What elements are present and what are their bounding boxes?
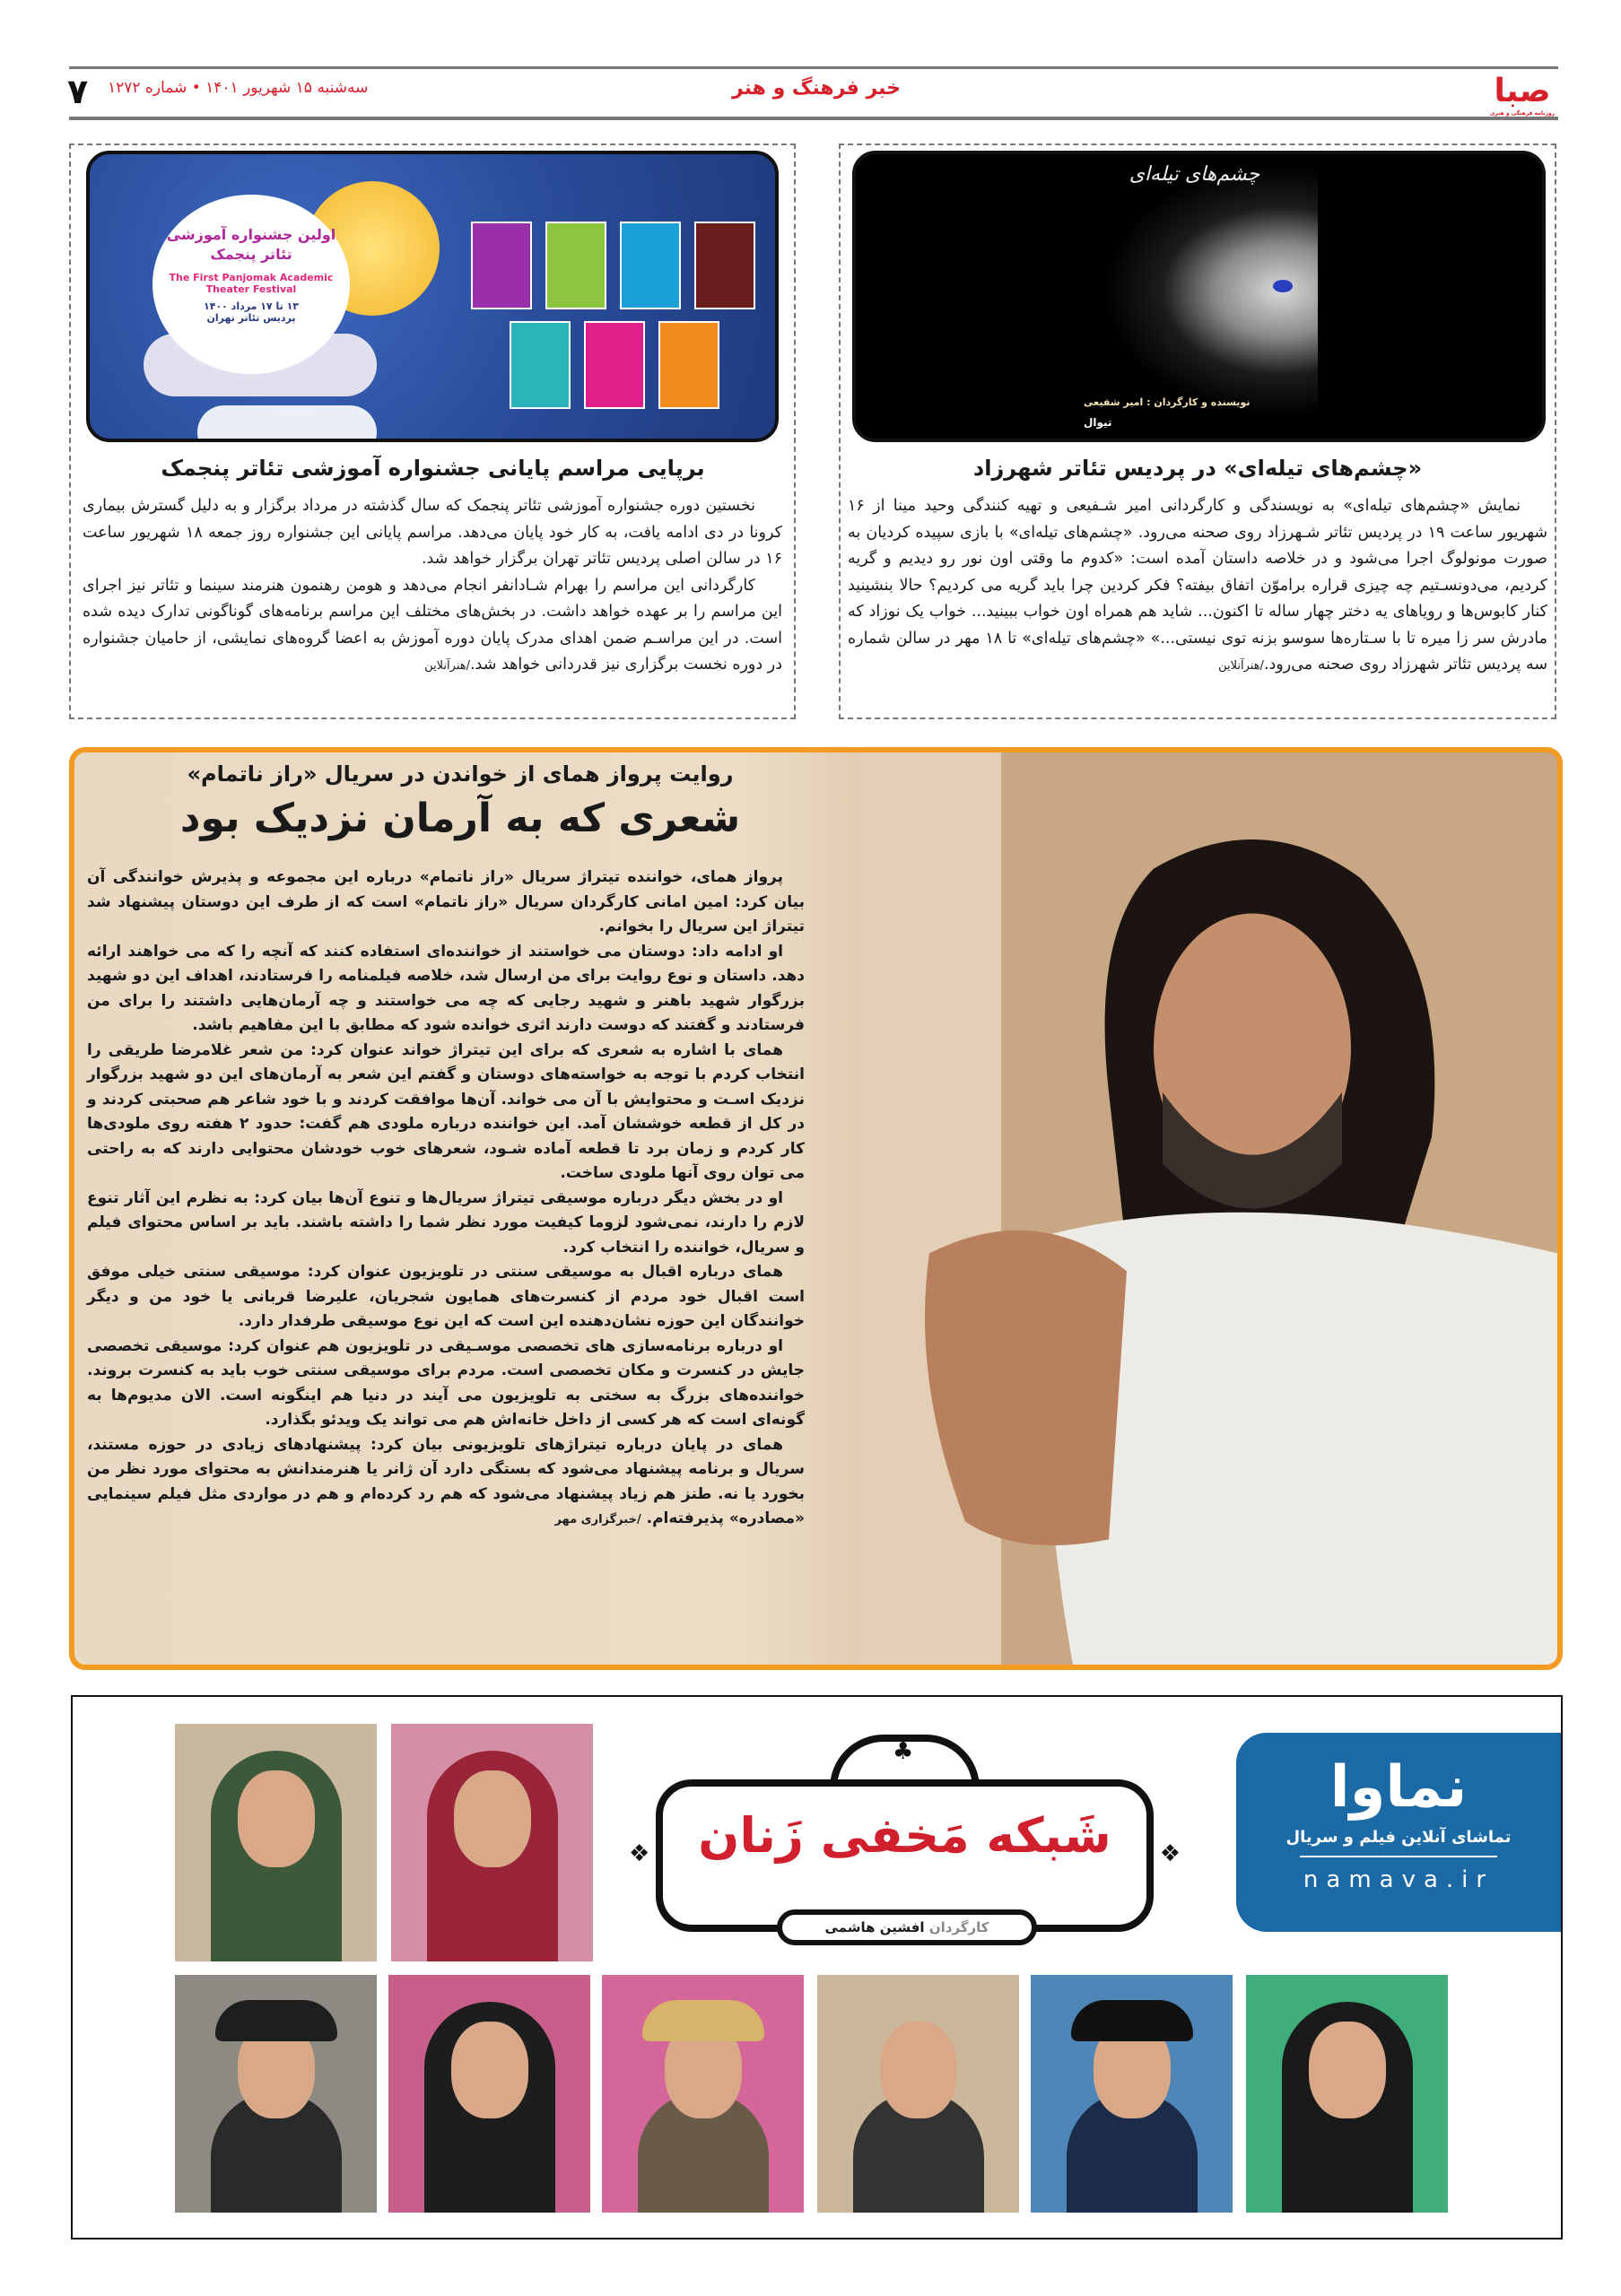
festival-dates: ۱۳ تا ۱۷ مرداد ۱۴۰۰ (203, 300, 300, 312)
news-paragraph: نمایش «چشم‌های تیله‌ای» به نویسندگی و کارگردانی امیر شـفیعی و تهیه کنندگی وحید مینا از ۱۶ شهریور ساعت ۱۹ در پردیس تئاتر شـهرزاد روی صحنه می‌رود. «چشم‌های تیله‌ای» با بازی سپیده کردیان به صورت مونولوگ اجرا می‌شود و در خلاصه داستان آمده است: «کدوم ما وقتی اون نور رو دیدیم و گریه کردیم، می‌دونسـتیم چه چیزی قراره براموّن اتفاق بیفته؟ فکر کردین چرا باید گریه می کردیم؟ حالا بنشینید کنار کابوس‌ها و رویاهای یه دختر چهار ساله تا اکنون... شاید هم همراه اون خواب ببینید... خواب یک نوزاد که مادرش سر زا میره تا با سـتاره‌ها سوسو بزنه توی نیستی...» «چشم‌های تیله‌ای» تا ۱۸ مهر در سالن شماره سه پردیس تئاتر شهرزاد روی صحنه می‌رود. (848, 497, 1547, 674)
festival-english-name: The First Panjomak Academic Theater Festival (169, 272, 334, 295)
namava-tagline: تماشای آنلاین فیلم و سریال (1285, 1828, 1512, 1847)
news-image-chashmha (852, 151, 1546, 442)
poster-title: چشم‌های تیله‌ای (1129, 163, 1260, 186)
article-headline: شعری که به آرمان نزدیک بود (179, 796, 741, 841)
director-label: کارگردان (928, 1919, 989, 1935)
play-poster-thumb (584, 321, 645, 409)
news-source: /هنرآنلاین (1218, 659, 1264, 673)
namava-url[interactable]: namava.ir (1303, 1866, 1495, 1893)
header-top-rule (69, 66, 1558, 69)
news-body-left (83, 493, 782, 680)
play-poster-thumb (510, 321, 571, 409)
namava-brand-box[interactable] (1236, 1733, 1561, 1932)
play-poster-thumb (545, 222, 606, 309)
play-poster-thumb (471, 222, 532, 309)
ornament-icon: ♣ (893, 1738, 914, 1765)
news-image-panjomak (86, 151, 779, 442)
news-body-right (848, 493, 1547, 680)
article-paragraph: او ادامه داد: دوستان می خواستند از خواننده‌ای استفاده کنند که آنچه را که می خواهند ارائه دهد. داستان و نوع روایت برای من ارسال شد، خلاصه فیلمنامه را فرستادند، اهداف این دو شهید بزرگوار شهید باهنر و شهید رجایی که چه می خواستند و چه آرمان‌هایی داشتند را برای من فرستادند و گفتند که دوست دارند اثری خوانده شود که مطابق با این مفاهیم باشد. (87, 942, 805, 1034)
ornament-icon: ❖ (629, 1840, 650, 1867)
article-paragraph: همای با اشاره به شعری که برای این تیتراژ خواند عنوان کرد: من شعر غلامرضا طریقی را انتخاب کردم با توجه به خواسته‌های دوستان و گفتم این شعر به آرمان‌های این دو شهید بزرگوار نزدیک اسـت و محتوایش با آن می خواند. آن‌ها موافقت کردند و با خود شاعر هم صحبتی کردند و در کل از قطعه خوششان آمد. این خواننده درباره ملودی هم گفت: حدود ۲ هفته روی ملودی‌ها کار کردم و زمان برد تا قطعه آماده شـود، شعرهای خوب خودشان محتوایی دارند که به راحتی می توان روی آنها ملودی ساخت. (87, 1040, 805, 1182)
play-poster-thumb (620, 222, 681, 309)
article-paragraph: همای درباره اقبال به موسیقی سنتی در تلویزیون عنوان کرد: موسیقی سنتی خیلی موفق است اقبال خود مردم از کنسرت‌های همایون شجریان، علیرضا قربانی یا خود من و دیگر خوانندگان این حوزه نشان‌دهنده این است که این نوع موسیقی طرفدار دارد. (87, 1263, 805, 1330)
page-number: ۷ (67, 72, 89, 111)
series-advertisement[interactable] (71, 1695, 1563, 2239)
cast-portrait (817, 1975, 1019, 2213)
logo-subtitle: روزنامه فرهنگی و هنری (1489, 110, 1556, 117)
article-kicker: روایت پرواز همای از خواندن در سریال «راز ناتمام» (187, 761, 734, 787)
news-title-right: «چشم‌های تیله‌ای» در پردیس تئاتر شهرزاد (972, 456, 1423, 481)
article-source: /خبرگزاری مهر (554, 1513, 641, 1526)
singer-photo (858, 752, 1557, 1665)
header-bottom-rule (69, 117, 1558, 120)
festival-name: اولین جشنواره آموزشی تئاتر پنجمک (166, 226, 336, 263)
divider (1300, 1856, 1497, 1857)
news-title-left: برپایی مراسم پایانی جشنواره آموزشی تئاتر پنجمک (161, 456, 705, 481)
play-poster-thumb (658, 321, 719, 409)
cast-portrait (175, 1724, 377, 1961)
article-paragraph: پرواز همای، خواننده تیتراژ سریال «راز ناتمام» درباره این مجموعه و پذیرش خوانندگی آن بیان کرد: امین امانی کارگردان سریال «راز ناتمام» است که از طرف این دوستان پیشنهاد شد تیتراژ این سریال را بخوانم. (87, 868, 805, 935)
article-paragraph: همای در پایان درباره تیتراژهای تلویزیونی بیان کرد: پیشنهادهای زیادی در حوزه مستند، سریال و برنامه پیشنهاد می‌شود که بستگی دارد آن ژانر یا هنرمندانش به محتوای مورد نظر من بخورد یا نه. طنز هم زیاد پیشنهاد می‌شود که هم رد کرده‌ام و هم در مواردی مثل فیلم سینمایی «مصادره» پذیرفته‌ام. (87, 1435, 805, 1527)
article-body (87, 865, 805, 1533)
cast-portrait (602, 1975, 804, 2213)
news-paragraph: کارگردانی این مراسم را بهرام شـادانفر انجام می‌دهد و هومن رهنمون هنرمند سینما و تئاتر نیز اجرای این مراسم را بر عهده خواهد داشت. در بخش‌های مختلف این مراسم برنامه‌های گوناگونی تدارک دیده شده است. در این مراسـم ضمن اهدای مدرک پایان دوره آموزش به اعضا گروه‌های نمایشی، از حامیان جشنواره در دوره نخست برگزاری نیز قدردانی خواهد شد. (83, 576, 782, 674)
director-name: افشین هاشمی (824, 1919, 925, 1935)
article-paragraph: او درباره برنامه‌سازی های تخصصی موسـیقی در تلویزیون هم عنوان کرد: موسیقی تخصصی جایش در کنسرت و مکان تخصصی است. مردم برای موسیقی سنتی خوب باید به کنسرت بروند. خواننده‌های بزرگ به سختی به تلویزیون می آیند در دنیا هم اینگونه است. الان مدیوم‌ها به گونه‌ای است که هر کسی از داخل خانه‌اش هم می تواند یک ویدئو بگذارد. (87, 1336, 805, 1429)
festival-balloon (153, 195, 350, 374)
news-paragraph: نخستین دوره جشنواره آموزشی تئاتر پنجمک که سال گذشته در مرداد برگزار و به دلیل گسترش بیماری کرونا در دی ادامه یافت، به کار خود پایان می‌دهد. مراسم پایانی این جشنواره روز جمعه ۱۸ شهریور ساعت ۱۶ در سالن اصلی پردیس تئاتر تهران برگزار خواهد شد. (83, 497, 782, 568)
poster-credit: نویسنده و کارگردان : امیر شفیعی (1084, 396, 1251, 408)
news-source: /هنرآنلاین (424, 659, 470, 673)
show-title: شَبکه مَخفی زَنان (698, 1807, 1111, 1864)
play-poster-thumb (694, 222, 755, 309)
ornament-icon: ❖ (1159, 1840, 1181, 1867)
cast-portrait (391, 1724, 593, 1961)
festival-venue: پردیس تئاتر تهران (206, 312, 296, 324)
blue-eye (1273, 280, 1293, 292)
cast-portrait (388, 1975, 590, 2213)
namava-logo: نماوا (1329, 1754, 1468, 1821)
dateline: سه‌شنبه ۱۵ شهریور ۱۴۰۱ • شماره ۱۲۷۲ (108, 79, 369, 97)
poster-brand: تیوال (1084, 416, 1112, 429)
cast-portrait (1031, 1975, 1233, 2213)
section-title: خبر فرهنگ و هنر (732, 77, 901, 100)
cloud-illustration (197, 405, 377, 442)
feature-article (69, 747, 1563, 1670)
logo-text: صبا (1494, 73, 1551, 109)
show-logo (629, 1726, 1181, 1961)
cast-portrait (1246, 1975, 1448, 2213)
show-credit (777, 1909, 1037, 1945)
cast-portrait (175, 1975, 377, 2213)
article-paragraph: او در بخش دیگر درباره موسیقی تیتراژ سریال‌ها و تنوع آن‌ها بیان کرد: به نظرم این آثار تنوع لازم را دارند، نمی‌شود لزوما کیفیت مورد نظر شما را داشته باشند. باید بر اساس محتوای فیلم و سریال، خواننده را انتخاب کرد. (87, 1188, 805, 1257)
play-poster (1071, 154, 1318, 439)
newspaper-logo (1486, 72, 1558, 117)
